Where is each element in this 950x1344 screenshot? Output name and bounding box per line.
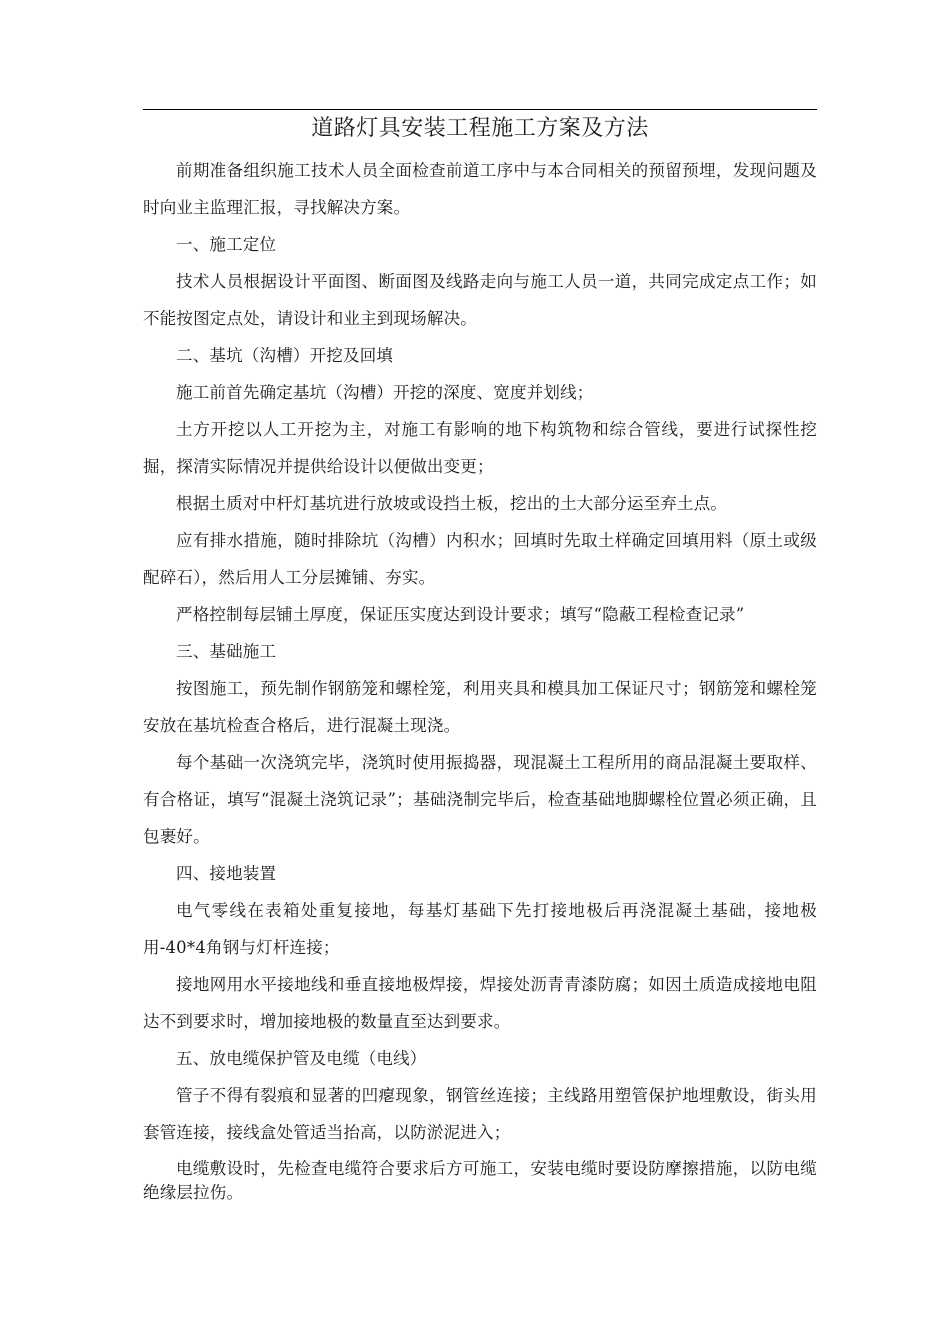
paragraph: 施工前首先确定基坑（沟槽）开挖的深度、宽度并划线；: [176, 383, 594, 402]
paragraph-intro: 前期准备组织施工技术人员全面检查前道工序中与本合同相关的预留预埋，发现问题及时向业主监理汇报，寻找解决方案。: [143, 161, 817, 217]
paragraph: 根据土质对中杆灯基坑进行放坡或设挡土板，挖出的土大部分运至弃土点。: [176, 494, 728, 513]
paragraph: 应有排水措施，随时排除坑（沟槽）内积水；回填时先取土样确定回填用料（原土或级配碎石），然后用人工分层摊铺、夯实。: [143, 531, 817, 587]
paragraph: 管子不得有裂痕和显著的凹瘪现象，钢管丝连接；主线路用塑管保护地埋敷设，街头用套管连接，接线盒处管适当抬高，以防淤泥进入；: [143, 1086, 817, 1142]
paragraph: 严格控制每层铺土厚度，保证压实度达到设计要求；填写“隐蔽工程检查记录”: [176, 605, 745, 624]
section-heading-3: 三、基础施工: [176, 642, 277, 661]
section-heading-2: 二、基坑（沟槽）开挖及回填: [176, 346, 394, 365]
header-rule: [143, 109, 817, 110]
paragraph: 每个基础一次浇筑完毕，浇筑时使用振捣器，现混凝土工程所用的商品混凝土要取样、有合格证，填写“混凝土浇筑记录”；基础浇制完毕后，检查基础地脚螺栓位置必须正确，且包裹好。: [143, 753, 817, 846]
paragraph: 土方开挖以人工开挖为主，对施工有影响的地下构筑物和综合管线，要进行试探性挖掘，探清实际情况并提供给设计以便做出变更；: [143, 420, 817, 476]
section-heading-1: 一、施工定位: [176, 235, 277, 254]
paragraph: 按图施工，预先制作钢筋笼和螺栓笼，利用夹具和模具加工保证尺寸；钢筋笼和螺栓笼安放在基坑检查合格后，进行混凝土现浇。: [143, 679, 817, 735]
paragraph: 技术人员根据设计平面图、断面图及线路走向与施工人员一道，共同完成定点工作；如不能按图定点处，请设计和业主到现场解决。: [143, 272, 817, 328]
document-title: 道路灯具安装工程施工方案及方法: [311, 116, 649, 141]
paragraph: 电气零线在表箱处重复接地，每基灯基础下先打接地极后再浇混凝土基础，接地极用-40*4角钢与灯杆连接；: [143, 901, 817, 957]
paragraph: 接地网用水平接地线和垂直接地极焊接，焊接处沥青青漆防腐；如因土质造成接地电阻达不到要求时，增加接地极的数量直至达到要求。: [143, 975, 817, 1031]
section-heading-5: 五、放电缆保护管及电缆（电线）: [176, 1049, 427, 1068]
document-body: [143, 152, 817, 1205]
paragraph: 电缆敷设时，先检查电缆符合要求后方可施工，安装电缆时要设防摩擦措施，以防电缆绝缘层拉伤。: [143, 1159, 817, 1202]
section-heading-4: 四、接地装置: [176, 864, 277, 883]
